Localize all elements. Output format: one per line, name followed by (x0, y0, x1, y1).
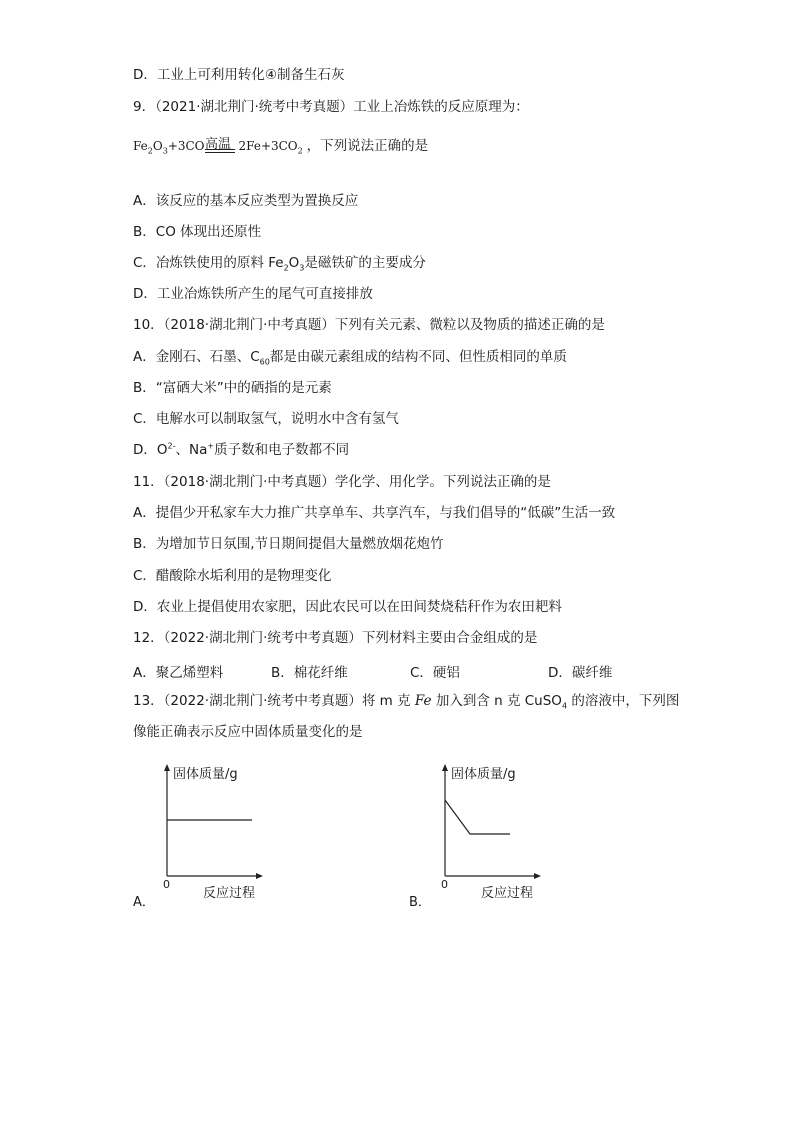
q9-option-a: A．该反应的基本反应类型为置换反应 (133, 193, 359, 209)
q9-optc-sub2: 3 (299, 263, 305, 273)
q13-stem-italic: Fe (414, 693, 432, 709)
q12-stem: 12．（2022·湖北荆门·统考中考真题）下列材料主要由合金组成的是 (133, 630, 538, 646)
graph-b-xlabel: 反应过程 (481, 886, 534, 901)
q9-option-b: B．CO 体现出还原性 (133, 224, 262, 240)
graph-b-origin: 0 (441, 878, 448, 891)
eq-condition: 高温 (205, 137, 232, 152)
q10-optd-b: 、Na (175, 442, 208, 458)
q10-optd-sup1: 2- (167, 441, 176, 451)
q13-option-a-label: A． (133, 895, 155, 910)
q11-option-c: C．醋酸除水垢利用的是物理变化 (133, 568, 332, 584)
q11-stem: 11．（2018·湖北荆门·中考真题）学化学、用化学。下列说法正确的是 (133, 474, 551, 490)
q11-option-d: D．农业上提倡使用农家肥，因此农民可以在田间焚烧秸秆作为农田耙料 (133, 599, 562, 615)
q13-stem (133, 692, 679, 710)
q10-opta-b: 都是由碳元素组成的结构不同、但性质相同的单质 (269, 349, 567, 365)
q10-stem: 10．（2018·湖北荆门·中考真题）下列有关元素、微粒以及物质的描述正确的是 (133, 317, 605, 333)
graph-a-x-arrow (256, 873, 263, 879)
graph-b-ylabel: 固体质量/g (451, 767, 516, 782)
q9-optc-b: O (288, 255, 300, 271)
q10-optd-a: D．O (133, 442, 168, 458)
eq-left-b: O (152, 139, 163, 153)
q9-optc-sub1: 2 (283, 263, 289, 273)
q13-stem-sub: 4 (561, 701, 568, 711)
q9-option-c (133, 254, 426, 272)
eq-bar-bottom (205, 152, 235, 153)
q12-option-b: B．棉花纤维 (271, 665, 348, 681)
q8-option-d: D．工业上可利用转化④制备生石灰 (133, 67, 345, 83)
graph-b-x-arrow (534, 873, 541, 879)
eq-bar-top (205, 149, 235, 150)
q10-option-d (133, 441, 349, 459)
q10-opta-sub: 60 (259, 357, 270, 367)
eq-left-b-sub: 3 (162, 146, 168, 156)
eq-left-c: +3CO (167, 139, 205, 153)
q12-option-d: D．碳纤维 (548, 665, 613, 681)
q9-optc-c: 是磁铁矿的主要成分 (304, 255, 426, 271)
graph-a-xlabel: 反应过程 (203, 886, 256, 901)
graph-a-ylabel: 固体质量/g (173, 767, 238, 782)
q9-stem: 9．（2021·湖北荆门·统考中考真题）工业上冶炼铁的反应原理为： (133, 99, 529, 115)
q10-optd-c: 质子数和电子数都不同 (214, 442, 350, 458)
q9-equation (133, 134, 428, 154)
q11-option-a: A．提倡少开私家车大力推广共享单车、共享汽车，与我们倡导的“低碳”生活一致 (133, 505, 616, 521)
q13-stem-a: 13．（2022·湖北荆门·统考中考真题）将 m 克 (133, 693, 415, 709)
q9-optc-a: C．冶炼铁使用的原料 Fe (133, 255, 284, 271)
q10-optd-sup2: + (207, 441, 215, 451)
q13-stem-c: 的溶液中，下列图 (567, 693, 680, 709)
eq-left-a: Fe (133, 139, 148, 153)
q13-stem-line2: 像能正确表示反应中固体质量变化的是 (133, 724, 363, 740)
eq-right-a-sub: 2 (297, 146, 303, 156)
eq-left-a-sub: 2 (147, 146, 153, 156)
q12-option-c: C．硬铝 (410, 665, 460, 681)
q10-opta-a: A．金刚石、石墨、C (133, 349, 260, 365)
q11-option-b: B．为增加节日氛围,节日期间提倡大量燃放烟花炮竹 (133, 536, 444, 552)
q10-option-c: C．电解水可以制取氢气，说明水中含有氢气 (133, 411, 399, 427)
q9-option-d: D．工业冶炼铁所产生的尾气可直接排放 (133, 286, 373, 302)
graph-b-y-arrow (442, 764, 448, 771)
graph-a-origin: 0 (163, 878, 170, 891)
eq-tail: ，下列说法正确的是 (306, 138, 429, 154)
eq-right-a: 2Fe+3CO (238, 139, 298, 153)
q10-option-a (133, 348, 567, 366)
q13-stem-b: 加入到含 n 克 CuSO (431, 693, 562, 709)
q13-option-b-label: B． (409, 895, 431, 910)
q10-option-b: B．“富硒大米”中的硒指的是元素 (133, 380, 332, 396)
graph-b-curve (445, 800, 510, 834)
graph-a-y-arrow (164, 764, 170, 771)
q12-option-a: A．聚乙烯塑料 (133, 665, 224, 681)
